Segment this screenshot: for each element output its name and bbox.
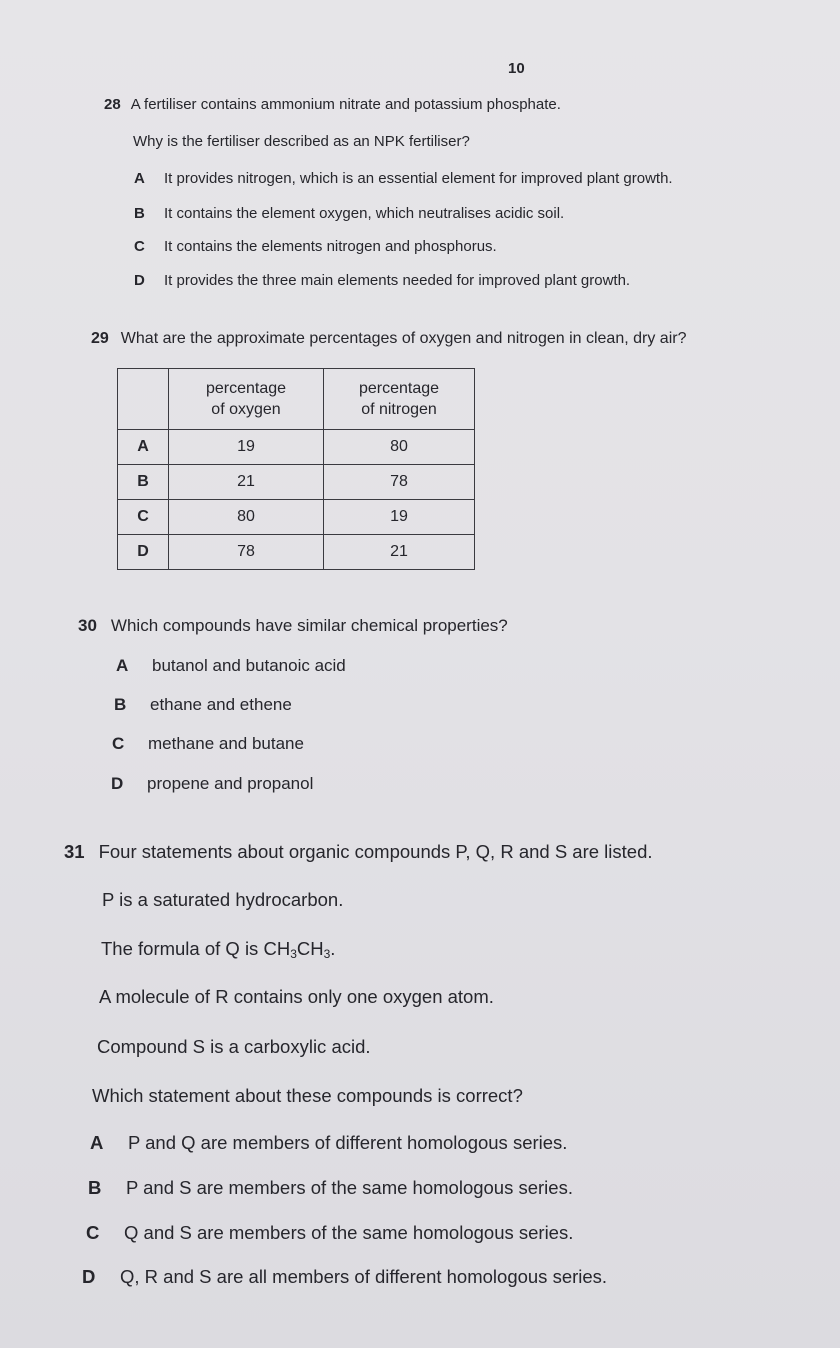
question-stem (78, 616, 508, 636)
row-letter: A (118, 430, 169, 465)
option-b[interactable] (88, 1177, 573, 1199)
option-letter: A (116, 656, 129, 675)
statement-r: A molecule of R contains only one oxygen atom. (99, 986, 494, 1007)
header-line: of nitrogen (361, 401, 437, 418)
option-letter: D (134, 272, 145, 289)
nitrogen-cell: 78 (324, 465, 475, 500)
oxygen-cell: 21 (169, 465, 324, 500)
row-letter: D (118, 535, 169, 570)
formula-subscript: 3 (290, 947, 297, 961)
question-text: What are the approximate percentages of oxygen and nitrogen in clean, dry air? (120, 330, 687, 347)
option-letter: D (111, 774, 124, 793)
option-text: It contains the element oxygen, which neutralises acidic soil. (164, 205, 565, 222)
option-d[interactable] (82, 1266, 607, 1288)
option-letter: D (82, 1266, 96, 1287)
row-letter: B (118, 465, 169, 500)
option-text: butanol and butanoic acid (152, 656, 346, 675)
formula-subscript: 3 (323, 947, 331, 961)
option-text: P and Q are members of different homologous series. (128, 1132, 568, 1153)
option-letter: C (112, 734, 125, 753)
option-d[interactable] (111, 774, 313, 794)
statement-s: Compound S is a carboxylic acid. (97, 1036, 371, 1057)
table-row[interactable] (118, 430, 475, 465)
oxygen-cell: 78 (169, 535, 324, 570)
option-letter: B (88, 1177, 102, 1198)
table-row[interactable] (118, 535, 475, 570)
option-d[interactable] (134, 272, 630, 289)
option-text: ethane and ethene (150, 695, 292, 714)
statement-q (101, 938, 335, 961)
question-stem (91, 330, 686, 348)
nitrogen-cell: 21 (324, 535, 475, 570)
nitrogen-cell: 19 (324, 500, 475, 535)
option-letter: A (134, 170, 145, 187)
stem-text: Four statements about organic compounds P, Q, R and S are listed. (98, 841, 653, 862)
question-stem (104, 96, 561, 113)
question-text: Which compounds have similar chemical properties? (110, 616, 508, 635)
option-a[interactable] (90, 1132, 567, 1154)
option-text: P and S are members of the same homologous series. (126, 1177, 573, 1198)
option-a[interactable] (134, 170, 673, 187)
option-letter: C (86, 1222, 100, 1243)
page-number: 10 (508, 60, 525, 77)
option-letter: A (90, 1132, 104, 1153)
nitrogen-cell: 80 (324, 430, 475, 465)
header-line: percentage (358, 380, 440, 397)
oxygen-cell: 80 (169, 500, 324, 535)
table-header-row (118, 369, 475, 430)
option-c[interactable] (86, 1222, 573, 1244)
option-c[interactable] (134, 238, 497, 255)
header-line: percentage (205, 380, 287, 397)
option-text: methane and butane (148, 734, 304, 753)
formula-part: CH (296, 938, 324, 959)
question-text: Which statement about these compounds is correct? (92, 1085, 523, 1106)
option-text: Q, R and S are all members of different homologous series. (120, 1266, 608, 1287)
option-text: It contains the elements nitrogen and phosphorus. (164, 238, 497, 255)
statement-p: P is a saturated hydrocarbon. (102, 889, 344, 910)
formula-end: . (330, 938, 336, 959)
question-stem (64, 841, 653, 863)
option-text: It provides nitrogen, which is an essential element for improved plant growth. (164, 170, 673, 187)
header-oxygen (169, 369, 324, 430)
question-number: 29 (91, 330, 109, 347)
stem-text: A fertiliser contains ammonium nitrate and potassium phosphate. (130, 96, 561, 113)
formula-part: CH (263, 938, 291, 959)
option-b[interactable] (134, 205, 564, 222)
question-number: 31 (64, 841, 85, 862)
formula-q (263, 938, 335, 959)
option-letter: B (114, 695, 127, 714)
table-row[interactable] (118, 465, 475, 500)
option-c[interactable] (112, 734, 304, 754)
table-row[interactable] (118, 500, 475, 535)
oxygen-cell: 19 (169, 430, 324, 465)
option-text: Q and S are members of the same homologous series. (124, 1222, 574, 1243)
option-b[interactable] (114, 695, 292, 715)
header-nitrogen (324, 369, 475, 430)
option-text: propene and propanol (147, 774, 314, 793)
statement-text: The formula of Q is (101, 938, 264, 959)
option-text: It provides the three main elements needed for improved plant growth. (164, 272, 631, 289)
header-blank-cell (118, 369, 169, 430)
percentage-table (117, 368, 475, 570)
header-line: of oxygen (211, 401, 281, 418)
option-a[interactable] (116, 656, 346, 676)
question-text: Why is the fertiliser described as an NPK fertiliser? (133, 133, 470, 150)
option-letter: C (134, 238, 145, 255)
option-letter: B (134, 205, 145, 222)
row-letter: C (118, 500, 169, 535)
question-number: 30 (78, 616, 97, 635)
question-number: 28 (104, 96, 121, 113)
